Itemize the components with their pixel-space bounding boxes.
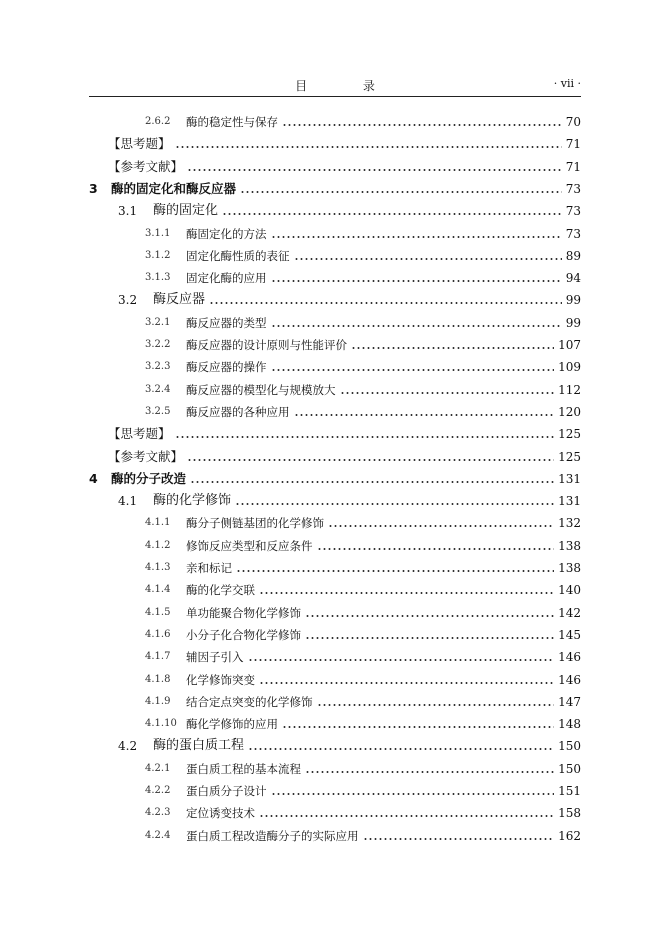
toc-entry-title: 【参考文献】 — [108, 158, 184, 174]
dot-leader — [294, 413, 555, 417]
header-title: 目 录 — [295, 79, 401, 93]
toc-entry-page: 142 — [558, 605, 581, 620]
toc-entry-number: 4.1.9 — [145, 695, 171, 707]
toc-entry-number: 3.2.1 — [145, 316, 171, 328]
dot-leader — [222, 212, 562, 216]
dot-leader — [190, 480, 554, 484]
toc-entry[interactable] — [89, 244, 581, 264]
toc-entry-page: 132 — [558, 516, 581, 531]
toc-entry-number: 4.1.4 — [145, 584, 171, 596]
toc-entry[interactable] — [89, 177, 581, 197]
toc-entry-title: 酶反应器的模型化与规模放大 — [186, 382, 336, 397]
toc-entry-page: 70 — [565, 115, 581, 129]
toc-entry-number: 3.2.2 — [145, 339, 171, 350]
toc-entry-title: 酶的化学交联 — [186, 583, 255, 598]
toc-entry-title: 酶固定化的方法 — [186, 226, 267, 241]
toc-entry-page: 94 — [565, 271, 581, 286]
dot-leader — [236, 569, 554, 573]
toc-entry-page: 120 — [558, 404, 581, 419]
toc-entry[interactable] — [89, 556, 581, 576]
dot-leader — [187, 168, 562, 172]
running-header — [89, 74, 581, 94]
toc-entry-title: 亲和标记 — [186, 561, 232, 575]
toc-entry[interactable] — [89, 266, 581, 286]
toc-entry[interactable] — [89, 400, 581, 420]
toc-entry-title: 酶化学修饰的应用 — [186, 717, 278, 732]
toc-entry-title: 酶的分子改造 — [111, 470, 187, 486]
dot-leader — [305, 770, 554, 774]
toc-entry-number: 4 — [89, 470, 98, 486]
toc-entry-title: 酶反应器的设计原则与性能评价 — [186, 338, 347, 352]
toc-entry-number: 3.1 — [118, 204, 138, 219]
dot-leader — [282, 123, 562, 127]
toc-entry-number: 3.1.2 — [145, 249, 171, 261]
toc-entry-page: 150 — [558, 761, 581, 776]
toc-entry-number: 3.1.1 — [145, 227, 171, 239]
toc-entry[interactable] — [89, 489, 581, 509]
toc-entry[interactable] — [89, 288, 581, 308]
toc-entry-page: 138 — [558, 538, 581, 553]
toc-entry[interactable] — [89, 690, 581, 710]
toc-entry-title: 结合定点突变的化学修饰 — [186, 694, 313, 709]
toc-entry[interactable] — [89, 110, 581, 130]
dot-leader — [259, 681, 554, 685]
dot-leader — [328, 524, 554, 528]
toc-entry-title: 固定化酶性质的表征 — [186, 248, 290, 263]
toc-entry[interactable] — [89, 355, 581, 375]
toc-entry-number: 4.1.7 — [145, 651, 171, 663]
toc-entry[interactable] — [89, 445, 581, 465]
toc-entry[interactable] — [89, 623, 581, 643]
toc-entry-number: 4.1.1 — [145, 517, 171, 529]
toc-entry-number: 4.2.4 — [145, 829, 171, 841]
toc-entry[interactable] — [89, 801, 581, 821]
toc-entry-title: 【参考文献】 — [108, 448, 184, 464]
dot-leader — [305, 636, 554, 640]
toc-entry[interactable] — [89, 132, 581, 152]
dot-leader — [340, 391, 555, 395]
toc-entry-page: 73 — [565, 226, 581, 241]
toc-entry-page: 158 — [558, 806, 581, 821]
toc-entry[interactable] — [89, 467, 581, 487]
toc-entry-title: 【思考题】 — [108, 136, 171, 152]
toc-entry-title: 辅因子引入 — [186, 650, 244, 665]
toc-entry-page: 112 — [558, 382, 581, 397]
toc-entry-page: 109 — [558, 360, 581, 375]
dot-leader — [271, 235, 562, 239]
toc-entry-title: 酶反应器的操作 — [186, 360, 267, 375]
dot-leader — [271, 324, 562, 328]
dot-leader — [294, 257, 562, 261]
toc-entry-title: 酶的稳定性与保存 — [186, 115, 278, 129]
dot-leader — [259, 814, 554, 818]
toc-entry-number: 3.1.3 — [145, 272, 171, 284]
toc-entry-number: 3.2.5 — [145, 405, 171, 417]
toc-entry-page: 71 — [565, 137, 581, 152]
toc-entry-page: 147 — [558, 694, 581, 709]
header-page-number: · vii · — [553, 77, 581, 90]
toc-entry[interactable] — [89, 422, 581, 442]
toc-entry-page: 140 — [558, 583, 581, 598]
toc-entry-number: 3.2.3 — [145, 361, 171, 373]
dot-leader — [351, 346, 554, 350]
toc-entry-title: 酶分子侧链基团的化学修饰 — [186, 516, 324, 531]
toc-entry[interactable] — [89, 311, 581, 331]
toc-entry-number: 4.1.8 — [145, 673, 171, 685]
toc-entry-page: 99 — [565, 293, 581, 308]
toc-entry[interactable] — [89, 734, 581, 754]
toc-entry-page: 125 — [558, 449, 581, 464]
toc-entry-title: 蛋白质分子设计 — [186, 784, 267, 798]
toc-entry[interactable] — [89, 199, 581, 219]
toc-entry-number: 4.1.3 — [145, 562, 171, 573]
toc-entry[interactable] — [89, 578, 581, 598]
toc-entry-page: 71 — [565, 159, 581, 174]
toc-entry[interactable] — [89, 668, 581, 688]
toc-entry-page: 162 — [558, 828, 581, 843]
toc-entry-page: 145 — [558, 627, 581, 642]
toc-entry-page: 89 — [565, 248, 581, 263]
toc-entry-title: 酶的化学修饰 — [153, 493, 232, 509]
toc-entry[interactable] — [89, 712, 581, 732]
toc-entry-number: 4.1.2 — [145, 539, 171, 551]
toc-entry-page: 148 — [558, 717, 581, 732]
dot-leader — [187, 458, 554, 462]
toc-entry-title: 蛋白质工程的基本流程 — [186, 761, 301, 776]
toc-entry-number: 3.2.4 — [145, 383, 171, 395]
toc-entry-page: 73 — [565, 181, 581, 196]
dot-leader — [235, 502, 554, 506]
toc-entry[interactable] — [89, 645, 581, 665]
toc-entry[interactable] — [89, 601, 581, 621]
toc-entry[interactable] — [89, 333, 581, 353]
toc-entry-page: 125 — [558, 427, 581, 442]
toc-entry-title: 定位诱变技术 — [186, 806, 255, 821]
toc-entry-title: 固定化酶的应用 — [186, 271, 267, 286]
toc-entry-page: 150 — [558, 739, 581, 754]
toc-entry[interactable] — [89, 779, 581, 799]
toc-entry[interactable] — [89, 378, 581, 398]
dot-leader — [259, 591, 554, 595]
toc-entry-number: 4.1 — [118, 494, 138, 509]
toc-entry-title: 小分子化合物化学修饰 — [186, 627, 301, 642]
toc-entry-number: 4.1.5 — [145, 606, 171, 618]
toc-entry-page: 138 — [558, 561, 581, 575]
toc-entry-page: 146 — [558, 650, 581, 665]
toc-entry-title: 酶反应器 — [153, 292, 206, 308]
dot-leader — [317, 703, 555, 707]
toc-entry-title: 酶的固定化 — [153, 203, 219, 219]
dot-leader — [271, 368, 555, 372]
dot-leader — [317, 547, 555, 551]
dot-leader — [305, 614, 554, 618]
dot-leader — [282, 725, 554, 729]
toc-entry-title: 修饰反应类型和反应条件 — [186, 538, 313, 553]
toc-entry-page: 131 — [558, 494, 581, 509]
toc-entry-number: 4.2.2 — [145, 785, 171, 796]
dot-leader — [248, 658, 555, 662]
toc-entry-page: 107 — [558, 338, 581, 352]
toc-entry-title: 【思考题】 — [108, 426, 171, 442]
toc-entry-page: 131 — [558, 471, 581, 486]
toc-entry-title: 蛋白质工程改造酶分子的实际应用 — [186, 828, 359, 843]
toc-entry-page: 146 — [558, 672, 581, 687]
dot-leader — [240, 190, 562, 194]
toc-entry[interactable] — [89, 222, 581, 242]
toc-entry-number: 4.2.1 — [145, 762, 171, 774]
toc-entry[interactable] — [89, 824, 581, 844]
toc-entry-number: 2.6.2 — [145, 116, 171, 127]
dot-leader — [175, 435, 555, 439]
toc-entry[interactable] — [89, 511, 581, 531]
dot-leader — [175, 145, 562, 149]
toc-entry-number: 4.1.6 — [145, 628, 171, 640]
toc-entry[interactable] — [89, 534, 581, 554]
dot-leader — [248, 747, 554, 751]
toc-entry-title: 单功能聚合物化学修饰 — [186, 605, 301, 620]
toc-entry-page: 99 — [565, 315, 581, 330]
toc-entry-number: 4.1.10 — [145, 718, 177, 730]
toc-entry-title: 化学修饰突变 — [186, 672, 255, 687]
toc-entry-number: 4.2 — [118, 739, 138, 754]
toc-entry-title: 酶的蛋白质工程 — [153, 738, 245, 754]
toc-entry[interactable] — [89, 155, 581, 175]
toc-entry-title: 酶的固定化和酶反应器 — [111, 180, 237, 196]
toc-entry-page: 73 — [565, 204, 581, 219]
dot-leader — [271, 792, 555, 796]
toc-entry-number: 4.2.3 — [145, 807, 171, 819]
dot-leader — [209, 301, 562, 305]
toc-entry-number: 3 — [89, 180, 98, 196]
dot-leader — [271, 279, 562, 283]
toc-entry[interactable] — [89, 757, 581, 777]
toc-entry-title: 酶反应器的类型 — [186, 315, 267, 330]
dot-leader — [363, 837, 555, 841]
toc-entry-title: 酶反应器的各种应用 — [186, 404, 290, 419]
toc-entry-page: 151 — [558, 784, 581, 798]
toc-entry-number: 3.2 — [118, 293, 138, 308]
header-rule — [89, 96, 581, 97]
